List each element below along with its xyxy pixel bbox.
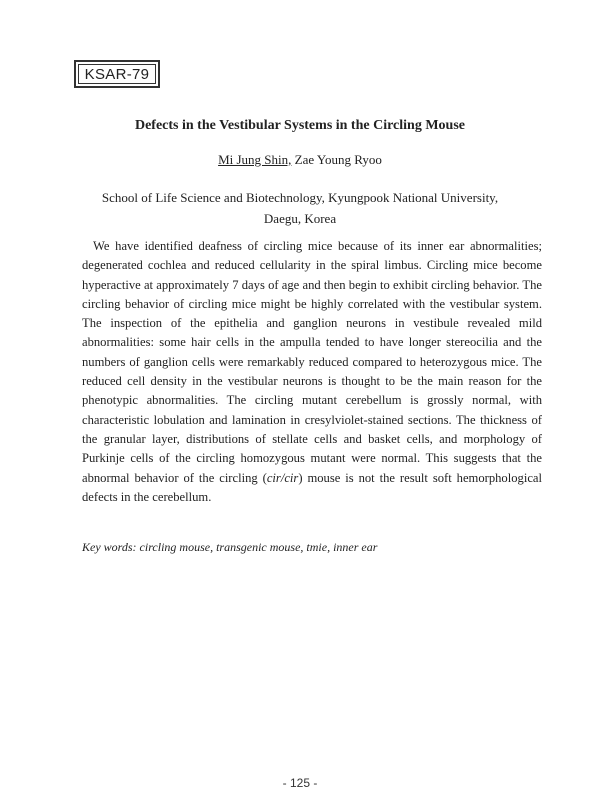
- abstract-body: [82, 237, 542, 507]
- co-authors: Zae Young Ryoo: [294, 152, 382, 167]
- affiliation-line-2: Daegu, Korea: [263, 211, 337, 226]
- author-line: [60, 150, 540, 170]
- keywords: Key words: circling mouse, transgenic mouse, tmie, inner ear: [82, 540, 378, 554]
- affiliation-line-1: School of Life Science and Biotechnology, Kyungpook National University,: [101, 190, 499, 205]
- paper-title: Defects in the Vestibular Systems in the Circling Mouse: [134, 118, 466, 133]
- abstract-text-2: ) mouse is not the result soft hemorphological defects in the cerebellum.: [82, 470, 542, 504]
- abstract-text-1: We have identified deafness of circling mice because of its inner ear abnormalities; degenerated cochlea and reduced cellularity in the spiral limbus. Circling mice become hyperactive at approximately 7 days of age and then begin to exhibit circling behavior. The circling behavior of circling mice might be highly correlated with the vestibular system. The inspection of the epithelia and ganglion neurons in vestibule revealed mild abnormalities: some hair cells in the ampulla tended to have longer stereocilia and the numbers of ganglion cells were remarkably reduced compared to heterozygous mice. The reduced cell density in the vestibular neurons is thought to be the main reason for the phenotypic abnormalities. The circling mutant cerebellum is grossly normal, with characteristic lobulation and lamination in cresylviolet-stained sections. The thickness of the granular layer, distributions of stellate cells and basket cells, and morphology of Purkinje cells of the circling homozygous mutant were normal. This suggests that the abnormal behavior of the circling (: [82, 239, 542, 485]
- page-number: - 125 -: [282, 776, 318, 790]
- presenting-author: Mi Jung Shin,: [218, 152, 292, 167]
- affiliation: [70, 187, 530, 229]
- abstract-id-badge: [74, 60, 160, 88]
- abstract-id-label: KSAR-79: [78, 64, 156, 84]
- abstract-genotype: cir/cir: [266, 470, 299, 485]
